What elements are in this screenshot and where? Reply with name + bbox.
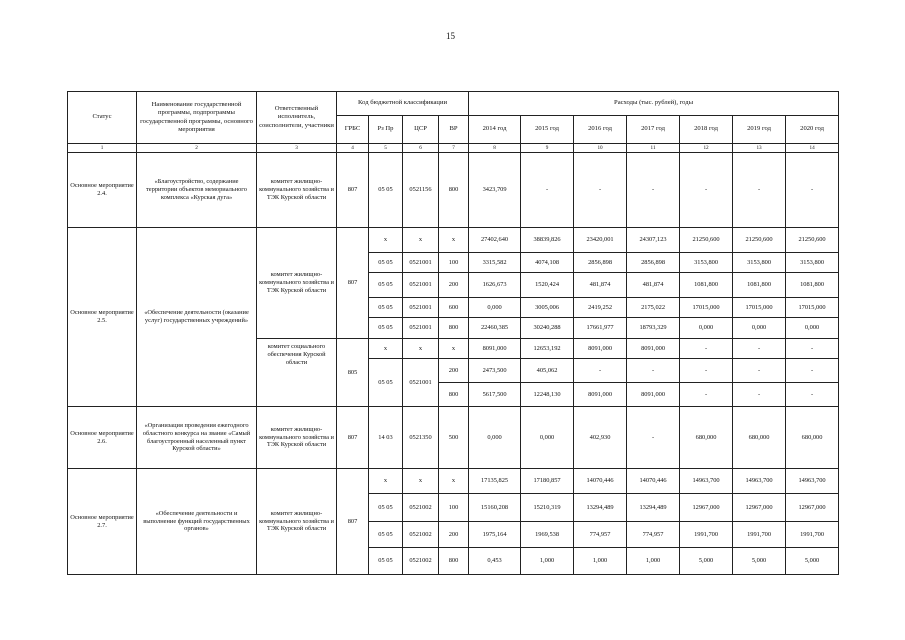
cell-value: 3423,709 — [469, 153, 521, 228]
cell-csr: 0521001 — [403, 253, 439, 273]
cell-value: - — [733, 153, 786, 228]
cell-value: 14963,700 — [680, 469, 733, 494]
cell-value: 14963,700 — [733, 469, 786, 494]
cell-value: 8091,000 — [469, 339, 521, 359]
cell-csr: 0521001 — [403, 298, 439, 318]
cell-csr: х — [403, 228, 439, 253]
cell-value: 2473,500 — [469, 359, 521, 383]
cell-csr: 0521001 — [403, 359, 439, 407]
cell-vr: 200 — [439, 359, 469, 383]
cell-value: 14070,446 — [627, 469, 680, 494]
cell-value: 0,453 — [469, 548, 521, 575]
cell-value: 12967,000 — [786, 494, 839, 522]
cell-rzpr: 05 05 — [369, 153, 403, 228]
cell-csr: 0521350 — [403, 407, 439, 469]
cell-value: 1081,800 — [786, 273, 839, 298]
cell-value: 12967,000 — [680, 494, 733, 522]
cell-rzpr: 05 05 — [369, 318, 403, 339]
column-number: 11 — [627, 144, 680, 153]
cell-value: 481,874 — [627, 273, 680, 298]
cell-value: 2175,022 — [627, 298, 680, 318]
column-number: 1 — [68, 144, 137, 153]
cell-value: 15210,319 — [521, 494, 574, 522]
cell-value: - — [521, 153, 574, 228]
cell-rzpr: 14 03 — [369, 407, 403, 469]
cell-value: 18793,329 — [627, 318, 680, 339]
row-executor: комитет жилищно-коммунального хозяйства и ТЭК Курской области — [257, 407, 337, 469]
cell-rzpr: 05 05 — [369, 494, 403, 522]
row-executor: комитет жилищно-коммунального хозяйства и ТЭК Курской области — [257, 228, 337, 339]
cell-rzpr: 05 05 — [369, 298, 403, 318]
cell-vr: 200 — [439, 273, 469, 298]
cell-value: 21250,600 — [733, 228, 786, 253]
table-row — [68, 153, 839, 228]
cell-value: 3315,582 — [469, 253, 521, 273]
cell-value: - — [680, 383, 733, 407]
column-number: 8 — [469, 144, 521, 153]
column-number: 6 — [403, 144, 439, 153]
cell-value: - — [574, 359, 627, 383]
cell-value: 680,000 — [733, 407, 786, 469]
header-year: 2019 год — [733, 116, 786, 144]
column-number: 3 — [257, 144, 337, 153]
cell-rzpr: 05 05 — [369, 548, 403, 575]
cell-vr: 500 — [439, 407, 469, 469]
cell-value: - — [574, 153, 627, 228]
cell-value: 17015,000 — [786, 298, 839, 318]
cell-value: 5,000 — [680, 548, 733, 575]
cell-value: 1626,673 — [469, 273, 521, 298]
cell-value: 17015,000 — [680, 298, 733, 318]
cell-value: 405,062 — [521, 359, 574, 383]
header-budget-code: Код бюджетной классификации — [337, 92, 469, 116]
cell-value: 402,930 — [574, 407, 627, 469]
cell-value: 3153,800 — [680, 253, 733, 273]
cell-value: 0,000 — [733, 318, 786, 339]
cell-value: 30240,288 — [521, 318, 574, 339]
cell-rzpr: 05 05 — [369, 522, 403, 548]
cell-grbs: 807 — [337, 153, 369, 228]
column-number: 9 — [521, 144, 574, 153]
cell-value: 1081,800 — [680, 273, 733, 298]
column-number: 12 — [680, 144, 733, 153]
cell-value: 15160,208 — [469, 494, 521, 522]
table-row — [68, 228, 839, 253]
cell-value: 14070,446 — [574, 469, 627, 494]
cell-value: - — [786, 359, 839, 383]
cell-value: 13294,489 — [574, 494, 627, 522]
cell-value: 680,000 — [786, 407, 839, 469]
table-row — [68, 407, 839, 469]
cell-value: 3153,800 — [786, 253, 839, 273]
cell-csr: 0521002 — [403, 548, 439, 575]
cell-rzpr: 05 05 — [369, 253, 403, 273]
cell-value: 8091,000 — [627, 383, 680, 407]
cell-csr: 0521002 — [403, 494, 439, 522]
cell-value: 680,000 — [680, 407, 733, 469]
budget-table — [67, 91, 839, 575]
cell-rzpr: х — [369, 228, 403, 253]
cell-vr: 100 — [439, 253, 469, 273]
cell-value: 5,000 — [733, 548, 786, 575]
header-expenses: Расходы (тыс. рублей), годы — [469, 92, 839, 116]
cell-csr: 0521001 — [403, 273, 439, 298]
cell-value: 17661,977 — [574, 318, 627, 339]
cell-grbs: 805 — [337, 339, 369, 407]
row-status: Основное мероприятие 2.4. — [68, 153, 137, 228]
cell-value: 0,000 — [521, 407, 574, 469]
cell-value: - — [786, 153, 839, 228]
cell-value: 13294,489 — [627, 494, 680, 522]
cell-vr: 800 — [439, 318, 469, 339]
row-status: Основное мероприятие 2.6. — [68, 407, 137, 469]
cell-value: 1991,700 — [786, 522, 839, 548]
column-number: 7 — [439, 144, 469, 153]
header-year: 2015 год — [521, 116, 574, 144]
cell-value: 8091,000 — [574, 339, 627, 359]
column-number: 13 — [733, 144, 786, 153]
cell-value: 27402,640 — [469, 228, 521, 253]
cell-value: 23420,001 — [574, 228, 627, 253]
cell-value: 21250,600 — [786, 228, 839, 253]
header-year: 2016 год — [574, 116, 627, 144]
cell-value: - — [733, 359, 786, 383]
cell-value: 481,874 — [574, 273, 627, 298]
cell-value: 774,957 — [627, 522, 680, 548]
cell-value: 1991,700 — [733, 522, 786, 548]
cell-vr: 800 — [439, 383, 469, 407]
row-executor: комитет социального обеспечения Курской области — [257, 339, 337, 407]
cell-value: - — [733, 339, 786, 359]
cell-value: 5,000 — [786, 548, 839, 575]
header-status: Статус — [68, 92, 137, 144]
cell-vr: 100 — [439, 494, 469, 522]
cell-rzpr: х — [369, 339, 403, 359]
cell-vr: х — [439, 339, 469, 359]
cell-value: - — [680, 359, 733, 383]
cell-vr: 600 — [439, 298, 469, 318]
column-number: 10 — [574, 144, 627, 153]
cell-value: 1975,164 — [469, 522, 521, 548]
column-number: 14 — [786, 144, 839, 153]
row-name: «Благоустройство, содержание территории объектов мемориального комплекса «Курская дуга» — [137, 153, 257, 228]
cell-csr: 0521001 — [403, 318, 439, 339]
cell-value: 0,000 — [680, 318, 733, 339]
cell-value: 2856,898 — [574, 253, 627, 273]
header-year: 2014 год — [469, 116, 521, 144]
row-executor: комитет жилищно-коммунального хозяйства и ТЭК Курской области — [257, 469, 337, 575]
cell-value: 1520,424 — [521, 273, 574, 298]
cell-value: 17015,000 — [733, 298, 786, 318]
cell-grbs: 807 — [337, 407, 369, 469]
cell-value: 12653,192 — [521, 339, 574, 359]
cell-vr: 800 — [439, 153, 469, 228]
cell-value: 0,000 — [469, 407, 521, 469]
header-vr: ВР — [439, 116, 469, 144]
column-number: 2 — [137, 144, 257, 153]
header-row — [68, 92, 839, 116]
table-row — [68, 469, 839, 494]
cell-grbs: 807 — [337, 469, 369, 575]
cell-value: 12967,000 — [733, 494, 786, 522]
row-status: Основное мероприятие 2.5. — [68, 228, 137, 407]
cell-csr: х — [403, 469, 439, 494]
header-year: 2020 год — [786, 116, 839, 144]
cell-value: - — [786, 339, 839, 359]
cell-value: 3005,006 — [521, 298, 574, 318]
header-year: 2018 год — [680, 116, 733, 144]
header-name: Наименование государственной программы, подпрограммы государственной программы, основного мероприятия — [137, 92, 257, 144]
cell-vr: 200 — [439, 522, 469, 548]
header-year: 2017 год — [627, 116, 680, 144]
cell-value: - — [680, 153, 733, 228]
cell-value: 1,000 — [521, 548, 574, 575]
cell-value: 1081,800 — [733, 273, 786, 298]
cell-value: 1969,538 — [521, 522, 574, 548]
column-number-row — [68, 144, 839, 153]
cell-value: 4074,108 — [521, 253, 574, 273]
header-rzpr: Рз Пр — [369, 116, 403, 144]
header-csr: ЦСР — [403, 116, 439, 144]
cell-value: 12248,130 — [521, 383, 574, 407]
cell-value: 14963,700 — [786, 469, 839, 494]
cell-value: 22460,385 — [469, 318, 521, 339]
row-name: «Обеспечение деятельности и выполнение функций государственных органов» — [137, 469, 257, 575]
cell-grbs: 807 — [337, 228, 369, 339]
cell-value: 38839,826 — [521, 228, 574, 253]
row-status: Основное мероприятие 2.7. — [68, 469, 137, 575]
cell-csr: х — [403, 339, 439, 359]
cell-value: 0,000 — [469, 298, 521, 318]
cell-value: - — [680, 339, 733, 359]
cell-vr: х — [439, 228, 469, 253]
cell-value: 1,000 — [574, 548, 627, 575]
cell-value: 5617,500 — [469, 383, 521, 407]
cell-value: 24307,123 — [627, 228, 680, 253]
header-executor: Ответственный исполнитель, соисполнители, участники — [257, 92, 337, 144]
cell-value: 3153,800 — [733, 253, 786, 273]
row-executor: комитет жилищно-коммунального хозяйства и ТЭК Курской области — [257, 153, 337, 228]
cell-value: - — [627, 359, 680, 383]
cell-value: - — [786, 383, 839, 407]
cell-value: - — [627, 153, 680, 228]
cell-value: 1,000 — [627, 548, 680, 575]
cell-csr: 0521002 — [403, 522, 439, 548]
cell-value: 0,000 — [786, 318, 839, 339]
cell-rzpr: 05 05 — [369, 273, 403, 298]
cell-value: 2419,252 — [574, 298, 627, 318]
cell-rzpr: х — [369, 469, 403, 494]
column-number: 5 — [369, 144, 403, 153]
cell-value: 21250,600 — [680, 228, 733, 253]
cell-value: 774,957 — [574, 522, 627, 548]
cell-value: 1991,700 — [680, 522, 733, 548]
cell-value: - — [627, 407, 680, 469]
cell-value: 8091,000 — [627, 339, 680, 359]
cell-rzpr: 05 05 — [369, 359, 403, 407]
cell-value: 17135,825 — [469, 469, 521, 494]
row-name: «Организация проведения ежегодного областного конкурса на звание «Самый благоустроенный населенный пункт Курской области» — [137, 407, 257, 469]
cell-value: - — [733, 383, 786, 407]
column-number: 4 — [337, 144, 369, 153]
cell-value: 8091,000 — [574, 383, 627, 407]
cell-value: 2856,898 — [627, 253, 680, 273]
header-grbs: ГРБС — [337, 116, 369, 144]
row-name: «Обеспечение деятельности (оказание услуг) государственных учреждений» — [137, 228, 257, 407]
page-number: 15 — [446, 31, 455, 41]
cell-value: 17180,857 — [521, 469, 574, 494]
cell-vr: 800 — [439, 548, 469, 575]
cell-csr: 0521156 — [403, 153, 439, 228]
cell-vr: х — [439, 469, 469, 494]
